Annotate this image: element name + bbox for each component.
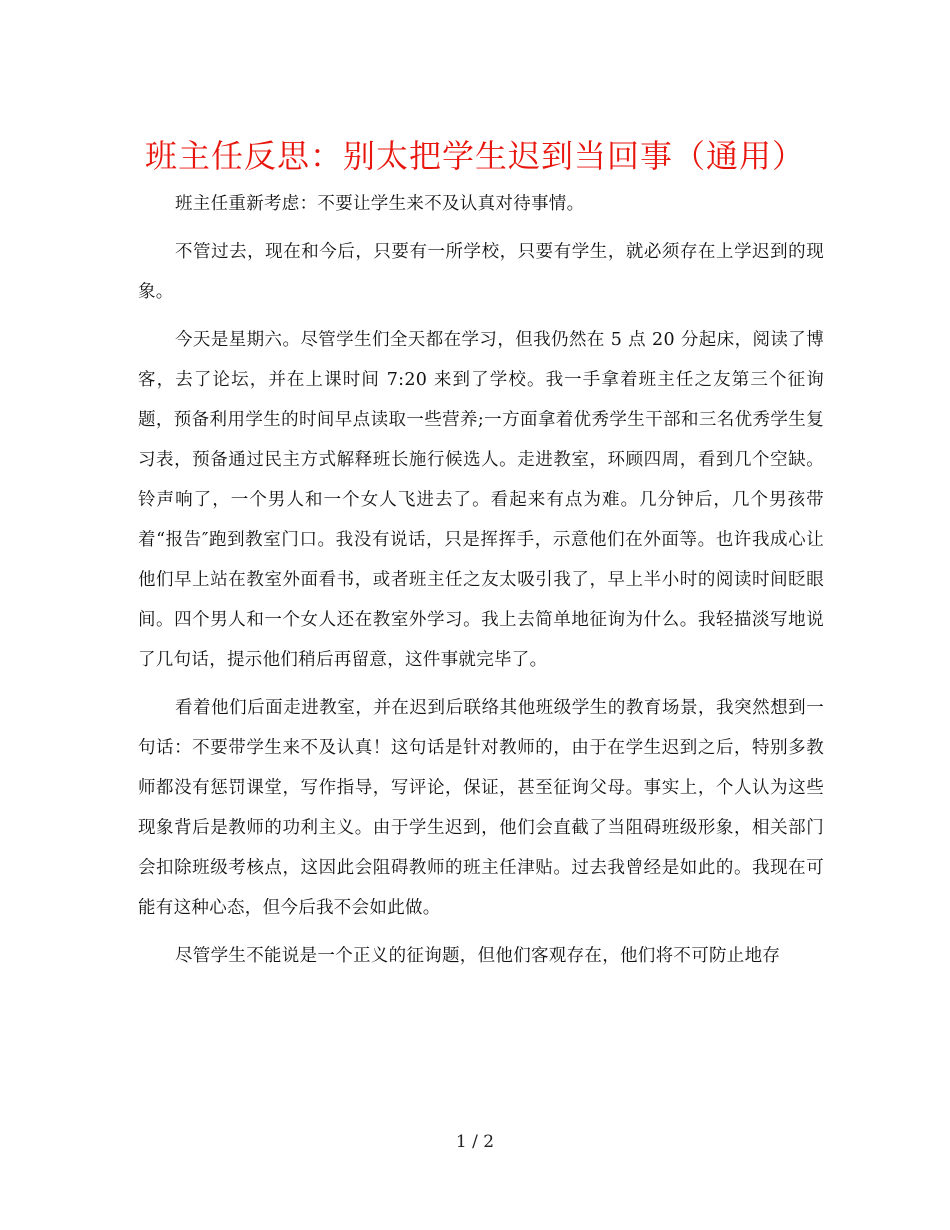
paragraph-1: 班主任重新考虑：不要让学生来不及认真对待事情。 <box>175 194 585 214</box>
document-body <box>138 184 824 976</box>
paragraph-3: 今天是星期六。尽管学生们全天都在学习，但我仍然在 5 点 20 分起床，阅读了博客，去了论坛，并在上课时间 7:20 来到了学校。我一手拿着班主任之友第三个征询题，预备利用学生的时间早点读取一些营养;一方面拿着优秀学生干部和三名优秀学生复习表，预备通过民主方式解释班长施行候选人。走进教室，环顾四周，看到几个空缺。铃声响了，一个男人和一个女人飞进去了。看起来有点为难。几分钟后，几个男孩带着“报告″跑到教室门口。我没有说话，只是挥挥手，示意他们在外面等。也许我成心让他们早上站在教室外面看书，或者班主任之友太吸引我了，早上半小时的阅读时间眨眼间。四个男人和一个女人还在教室外学习。我上去简单地征询为什么。我轻描淡写地说了几句话，提示他们稍后再留意，这件事就完毕了。 <box>138 330 824 670</box>
document-title: 班主任反思：别太把学生迟到当回事（通用） <box>144 137 805 175</box>
paragraph-2: 不管过去，现在和今后，只要有一所学校，只要有学生，就必须存在上学迟到的现象。 <box>138 242 824 302</box>
page-number: 1 / 2 <box>455 1132 495 1152</box>
paragraph-4: 看着他们后面走进教室，并在迟到后联络其他班级学生的教育场景，我突然想到一句话：不要带学生来不及认真！这句话是针对教师的，由于在学生迟到之后，特别多教师都没有惩罚课堂，写作指导，写评论，保证，甚至征询父母。事实上，个人认为这些现象背后是教师的功利主义。由于学生迟到，他们会直截了当阻碍班级形象，相关部门会扣除班级考核点，这因此会阻碍教师的班主任津贴。过去我曾经是如此的。我现在可能有这种心态，但今后我不会如此做。 <box>138 698 824 918</box>
paragraph-5: 尽管学生不能说是一个正义的征询题，但他们客观存在，他们将不可防止地存 <box>175 946 781 966</box>
